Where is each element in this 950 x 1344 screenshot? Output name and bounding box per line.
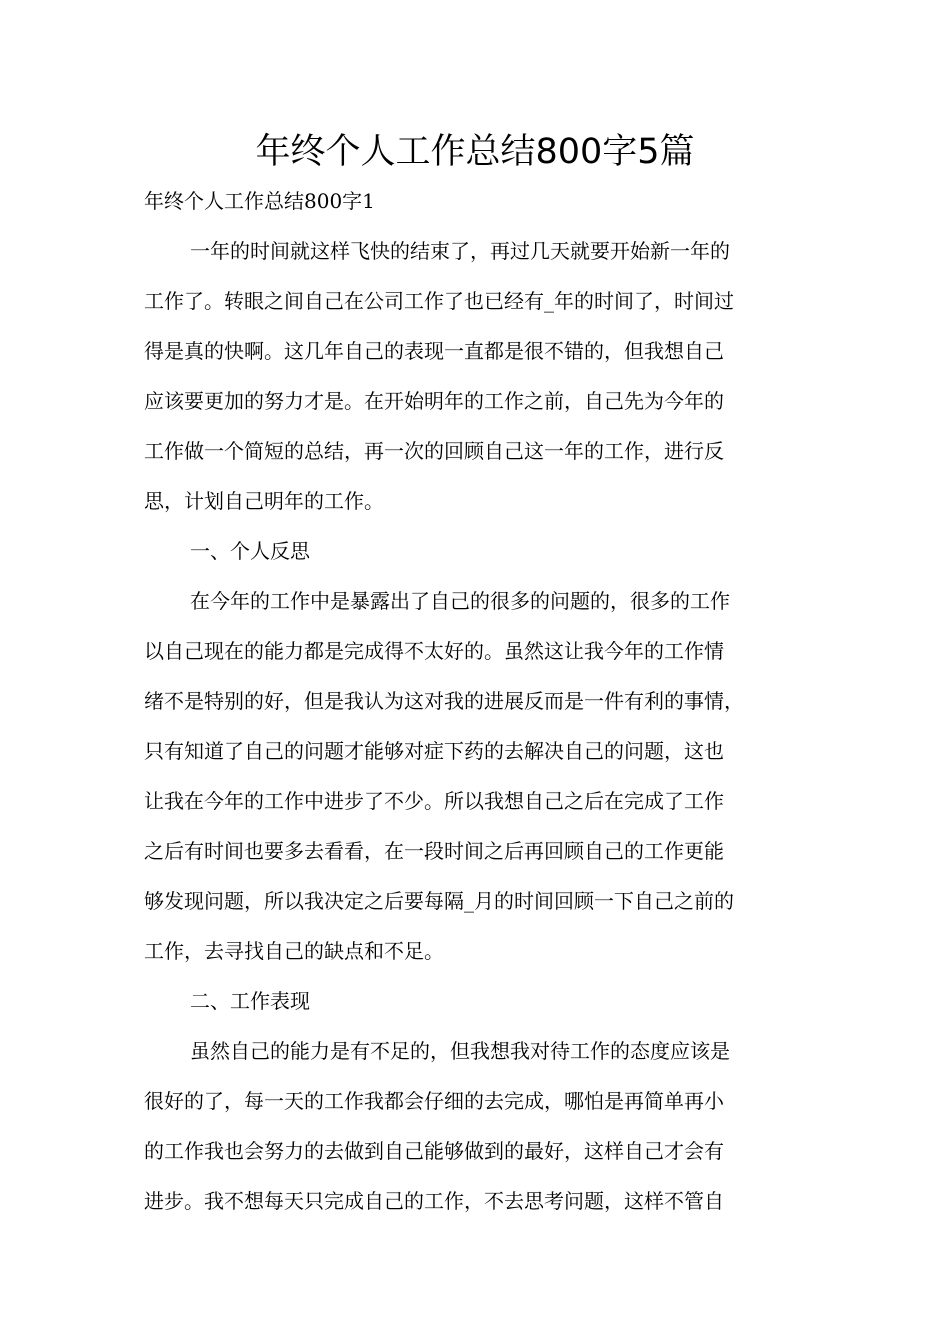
paragraph-line: 绪不是特别的好，但是我认为这对我的进展反而是一件有利的事情， xyxy=(144,689,744,713)
section-heading: 二、工作表现 xyxy=(190,989,310,1013)
paragraph-line: 思，计划自己明年的工作。 xyxy=(144,489,384,513)
paragraph-line: 工作，去寻找自己的缺点和不足。 xyxy=(144,939,444,963)
paragraph-line: 一年的时间就这样飞快的结束了，再过几天就要开始新一年的 xyxy=(190,239,730,263)
paragraph-line: 得是真的快啊。这几年自己的表现一直都是很不错的，但我想自己 xyxy=(144,339,724,363)
paragraph-line: 之后有时间也要多去看看，在一段时间之后再回顾自己的工作更能 xyxy=(144,839,724,863)
section-heading: 一、个人反思 xyxy=(190,539,310,563)
document-title: 年终个人工作总结800字5篇 xyxy=(255,132,695,172)
paragraph-line: 的工作我也会努力的去做到自己能够做到的最好，这样自己才会有 xyxy=(144,1139,724,1163)
paragraph-line: 很好的了，每一天的工作我都会仔细的去完成，哪怕是再简单再小 xyxy=(144,1089,724,1113)
paragraph-line: 够发现问题，所以我决定之后要每隔_月的时间回顾一下自己之前的 xyxy=(144,889,734,913)
paragraph-line: 应该要更加的努力才是。在开始明年的工作之前，自己先为今年的 xyxy=(144,389,724,413)
paragraph-line: 工作做一个简短的总结，再一次的回顾自己这一年的工作，进行反 xyxy=(144,439,724,463)
paragraph-line: 在今年的工作中是暴露出了自己的很多的问题的，很多的工作 xyxy=(190,589,730,613)
paragraph-line: 虽然自己的能力是有不足的，但我想我对待工作的态度应该是 xyxy=(190,1039,730,1063)
section-subtitle: 年终个人工作总结800字1 xyxy=(144,189,375,213)
paragraph-line: 进步。我不想每天只完成自己的工作，不去思考问题，这样不管自 xyxy=(144,1189,724,1213)
paragraph-line: 让我在今年的工作中进步了不少。所以我想自己之后在完成了工作 xyxy=(144,789,724,813)
paragraph-line: 只有知道了自己的问题才能够对症下药的去解决自己的问题，这也 xyxy=(144,739,724,763)
paragraph-line: 工作了。转眼之间自己在公司工作了也已经有_年的时间了，时间过 xyxy=(144,289,734,313)
paragraph-line: 以自己现在的能力都是完成得不太好的。虽然这让我今年的工作情 xyxy=(144,639,724,663)
